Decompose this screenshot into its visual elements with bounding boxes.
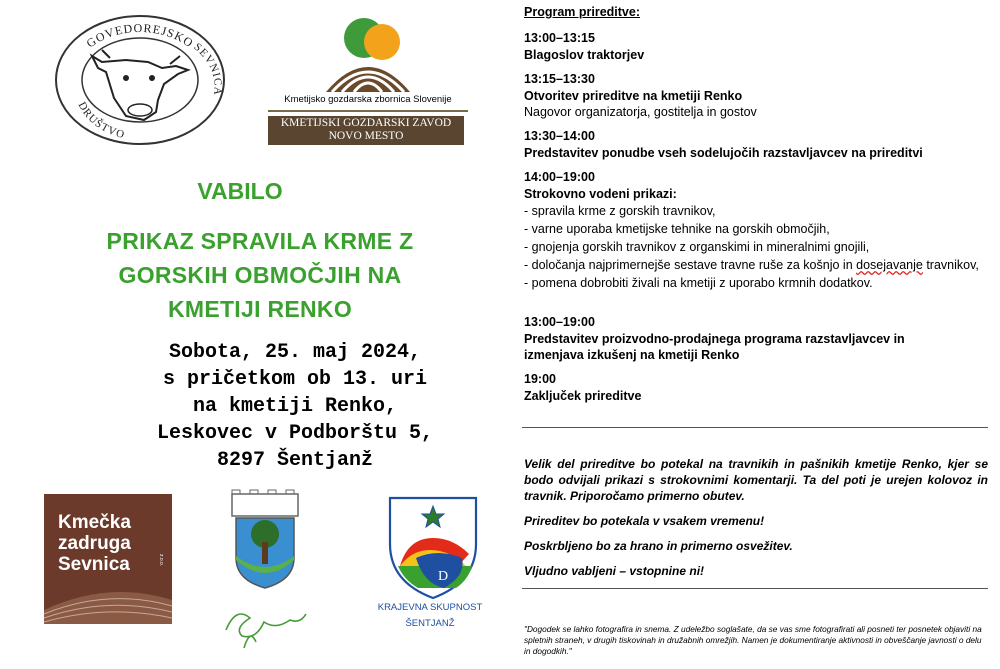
slot-description: Strokovno vodeni prikazi: [524,187,677,201]
vabilo-heading: VABILO [197,178,283,204]
note-food: Poskrbljeno bo za hrano in primerno osvežitev. [524,539,793,553]
kgzs-box-line2: NOVO MESTO [328,130,404,142]
demo-list [524,202,994,292]
ks-caption [360,600,500,632]
divider-top [522,427,988,428]
slot-description: Blagoslov traktorjev [524,48,645,62]
program-slot [524,169,994,292]
photo-disclaimer: "Dogodek se lahko fotografira in snema. Z udeležbo soglašate, da se vas sme fotografirati ali posneti ter posnetek objaviti na spletnih straneh, v drugih tiskovinah in družabnih omrežjih. Namen je dokumentiranje aktivnosti in obveščanje javnosti o delu in dogodkih." [524,624,982,656]
program-heading: Program prireditve: [524,5,641,19]
title-line: KMETIJI RENKO [167,296,353,322]
note-welcome: Vljudno vabljeni – vstopnine ni! [524,564,705,578]
demo-item: - določanja najprimernejše sestave travne ruše za košnjo in dosejavanje travnikov, [524,258,979,272]
slot-time: 14:00–19:00 [524,170,595,184]
event-notes [524,456,988,588]
program-slot [524,30,994,63]
slot-time: 13:00–13:15 [524,31,595,45]
program-slot [524,71,994,120]
demo-item: - pomena dobrobiti živali na kmetiji z uporabo krmnih dodatkov. [524,276,873,290]
spellcheck-word: dosejavanje [856,258,923,272]
obcina-sevnica-crest [196,488,336,664]
program-slot [524,314,994,363]
kz-line: zadruga [58,533,131,554]
slot-note: Nagovor organizatorja, gostitelja in gostov [524,105,757,119]
title-line: GORSKIH OBMOČJIH NA [118,262,402,288]
kgzs-nm-box [268,116,464,145]
svg-text:DRUŠTVO: DRUŠTVO [75,99,127,142]
slot-time: 13:30–14:00 [524,129,595,143]
demo-item: - spravila krme z gorskih travnikov, [524,204,716,218]
event-program [524,4,994,412]
slot-time: 19:00 [524,372,556,386]
kz-tag: z.o.o. [158,554,164,567]
svg-text:GOVEDOREJSKO: GOVEDOREJSKO [83,20,197,51]
ks-caption-line1: KRAJEVNA SKUPNOST [377,602,483,613]
slot-time: 13:00–19:00 [524,315,595,329]
kgzs-box-line1: KMETIJSKI GOZDARSKI ZAVOD [280,117,452,129]
kgzs-divider [268,110,468,112]
slot-description: Zaključek prireditve [524,389,642,403]
note-terrain: Velik del prireditve bo potekal na travnikih in pašnikih kmetije Renko, kjer se bodo odvijali prikazi s strokovnimi komentarji. Ta del poti je urejen kolovoz in travnik. Priporočamo primerno obutev. [524,457,988,503]
date-line: Sobota, 25. maj 2024, [168,341,422,364]
kmecka-zadruga-logo [44,494,172,624]
slot-description: Predstavitev proizvodno-prodajnega programa razstavljavcev in izmenjava izkušenj na kmetiji Renko [524,332,905,362]
kgzs-caption: Kmetijsko gozdarska zbornica Slovenije [284,94,452,105]
note-weather: Prireditev bo potekala v vsakem vremenu! [524,514,765,528]
ks-letter: D [438,569,449,584]
demo-item: - gnojenja gorskih travnikov z organskimi in mineralnimi gnojili, [524,240,870,254]
kgzs-logo [268,16,468,146]
svg-text:SEVNICA: SEVNICA [191,40,224,97]
program-slot [524,128,994,161]
slot-description: Otvoritev prireditve na kmetiji Renko [524,89,743,103]
slot-time: 13:15–13:30 [524,72,595,86]
date-location [100,339,490,474]
venue-line: na kmetiji Renko, [192,395,398,418]
govedorejsko-drustvo-seal [52,12,228,148]
time-line: s pričetkom ob 13. uri [162,368,428,391]
postal-line: 8297 Šentjanž [216,449,374,472]
kz-line: Kmečka [58,512,131,533]
demo-item: - varne uporaba kmetijske tehnike na gorskih območjih, [524,222,830,236]
field-rows-icon [44,580,172,624]
slot-description: Predstavitev ponudbe vseh sodelujočih razstavljavcev na prireditvi [524,146,923,160]
divider-bottom [522,588,988,589]
ks-caption-line2: ŠENTJANŽ [405,618,455,629]
event-title [40,224,480,326]
title-line: PRIKAZ SPRAVILA KRME Z [106,228,414,254]
kz-line: Sevnica [58,554,130,575]
program-slot [524,371,994,404]
address-line: Leskovec v Podborštu 5, [156,422,434,445]
